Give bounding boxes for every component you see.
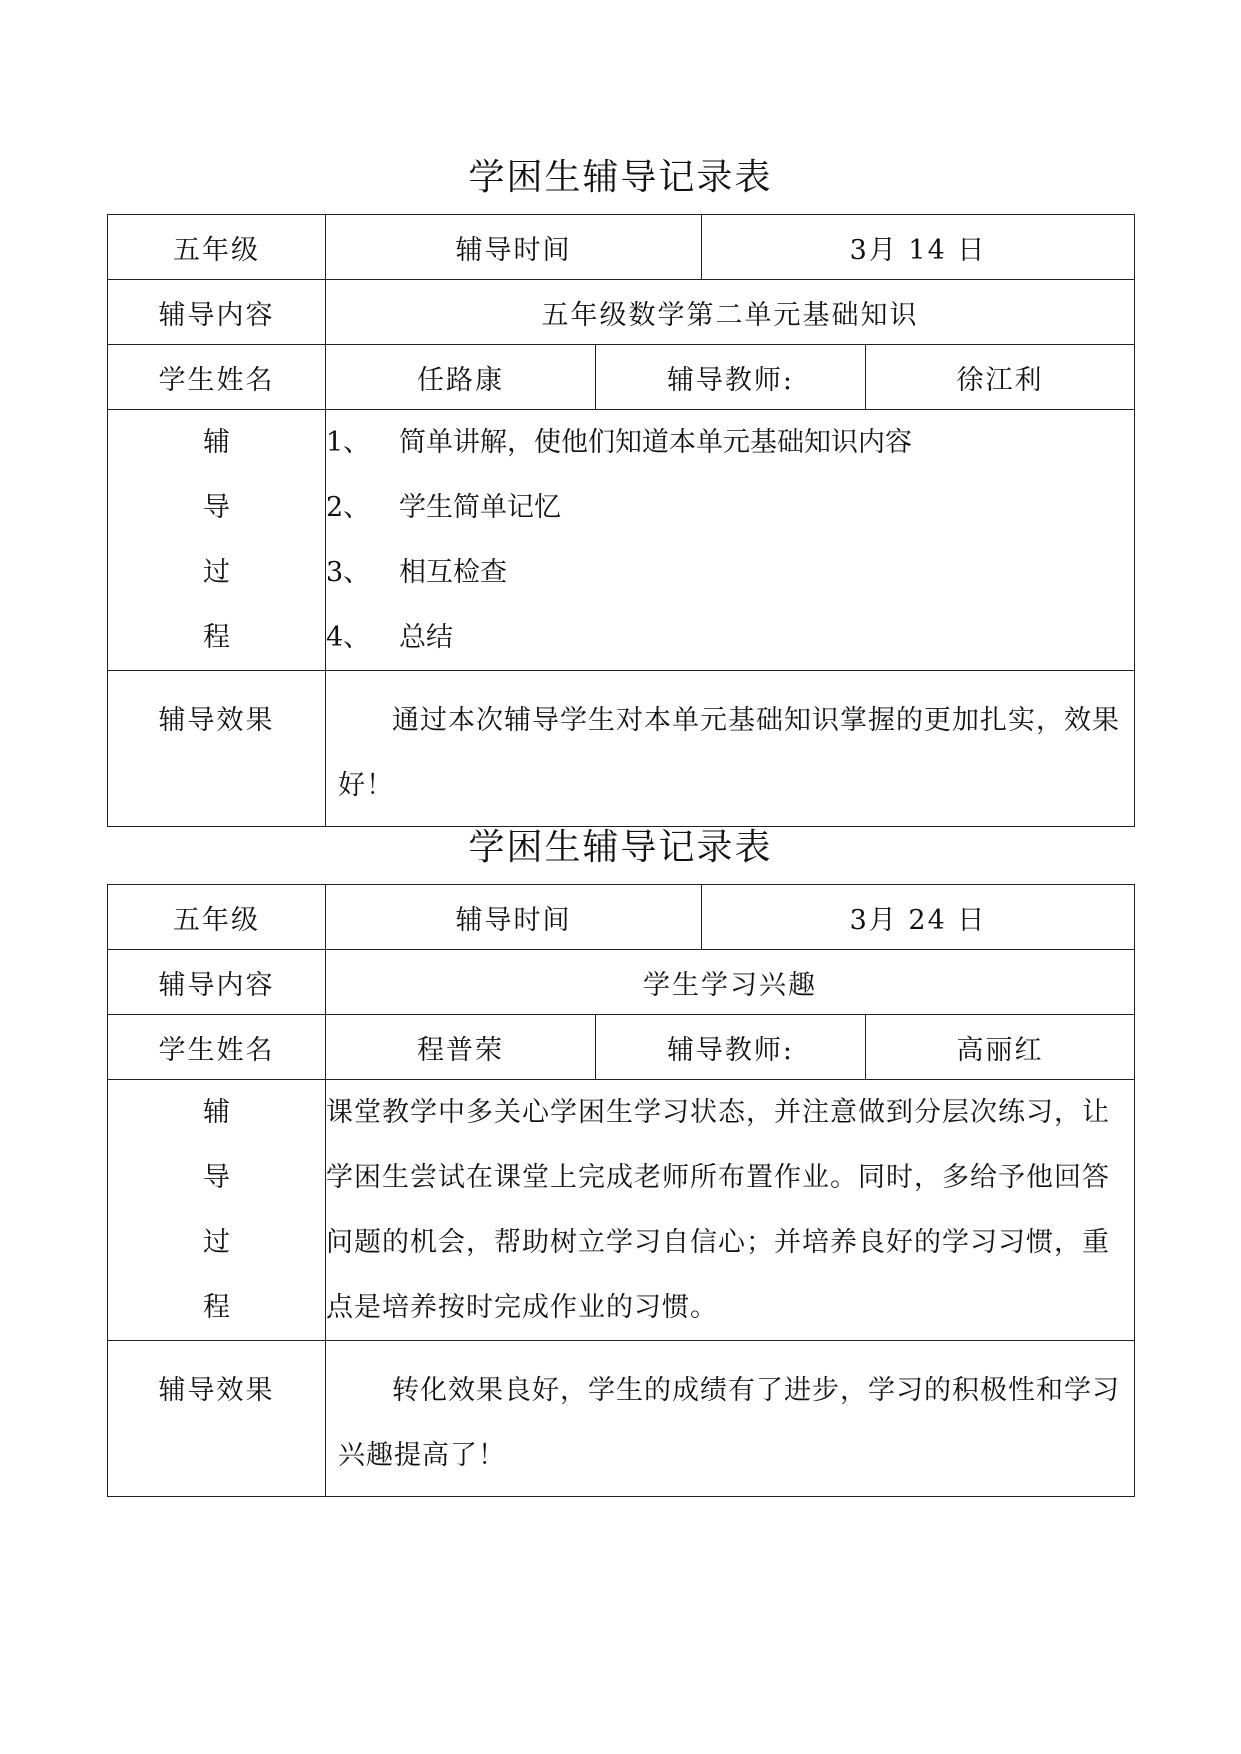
effect-text-cell: 通过本次辅导学生对本单元基础知识掌握的更加扎实，效果好！	[326, 671, 1135, 827]
student-label-cell: 学生姓名	[108, 345, 326, 410]
effect-label-cell: 辅导效果	[108, 1341, 326, 1497]
process-label-cell	[108, 1080, 326, 1341]
process-label-char: 过	[203, 557, 230, 588]
process-label-char: 程	[203, 622, 230, 653]
step-text: 学生简单记忆	[399, 492, 561, 523]
teacher-label-cell: 辅导教师:	[596, 345, 866, 410]
step-text: 总结	[399, 622, 453, 653]
process-label-char: 程	[203, 1292, 230, 1323]
grade-cell: 五年级	[108, 885, 326, 950]
effect-text-cell: 转化效果良好，学生的成绩有了进步，学习的积极性和学习兴趣提高了！	[326, 1341, 1135, 1497]
content-row	[108, 950, 1135, 1015]
content-row	[108, 280, 1135, 345]
process-step	[326, 540, 1134, 605]
student-name-cell: 任路康	[326, 345, 596, 410]
process-row	[108, 1080, 1135, 1341]
process-steps-cell	[326, 410, 1135, 671]
date-cell: 3月 24 日	[702, 885, 1135, 950]
step-number: 3、	[326, 557, 371, 588]
effect-row	[108, 671, 1135, 827]
teacher-name-cell: 徐江利	[866, 345, 1135, 410]
process-step	[326, 410, 1134, 475]
student-row	[108, 1015, 1135, 1080]
process-row	[108, 410, 1135, 671]
date-cell: 3月 14 日	[702, 215, 1135, 280]
step-number: 1、	[326, 427, 371, 458]
time-label-cell: 辅导时间	[326, 885, 702, 950]
step-text: 相互检查	[399, 557, 507, 588]
process-label-char: 辅	[203, 427, 230, 458]
step-number: 4、	[326, 622, 371, 653]
header-row	[108, 885, 1135, 950]
effect-label-cell: 辅导效果	[108, 671, 326, 827]
content-label-cell: 辅导内容	[108, 950, 326, 1015]
grade-cell: 五年级	[108, 215, 326, 280]
content-value-cell: 五年级数学第二单元基础知识	[326, 280, 1135, 345]
process-label-cell	[108, 410, 326, 671]
process-text-cell: 课堂教学中多关心学困生学习状态，并注意做到分层次练习，让学困生尝试在课堂上完成老师所布置作业。同时，多给予他回答问题的机会，帮助树立学习自信心；并培养良好的学习习惯，重点是培养按时完成作业的习惯。	[326, 1080, 1135, 1341]
process-label-char: 过	[203, 1227, 230, 1258]
effect-row	[108, 1341, 1135, 1497]
step-text: 简单讲解，使他们知道本单元基础知识内容	[399, 427, 912, 458]
step-number: 2、	[326, 492, 371, 523]
record-table	[107, 884, 1135, 1497]
time-label-cell: 辅导时间	[326, 215, 702, 280]
record-title: 学困生辅导记录表	[468, 157, 773, 198]
student-label-cell: 学生姓名	[108, 1015, 326, 1080]
process-label-char: 导	[203, 1162, 230, 1193]
process-step	[326, 475, 1134, 540]
process-label-char: 辅	[203, 1097, 230, 1128]
content-value-cell: 学生学习兴趣	[326, 950, 1135, 1015]
content-label-cell: 辅导内容	[108, 280, 326, 345]
student-name-cell: 程普荣	[326, 1015, 596, 1080]
teacher-label-cell: 辅导教师:	[596, 1015, 866, 1080]
student-row	[108, 345, 1135, 410]
process-step	[326, 605, 1134, 670]
header-row	[108, 215, 1135, 280]
record-table	[107, 214, 1135, 827]
teacher-name-cell: 高丽红	[866, 1015, 1135, 1080]
record-title: 学困生辅导记录表	[468, 827, 773, 868]
process-label-char: 导	[203, 492, 230, 523]
